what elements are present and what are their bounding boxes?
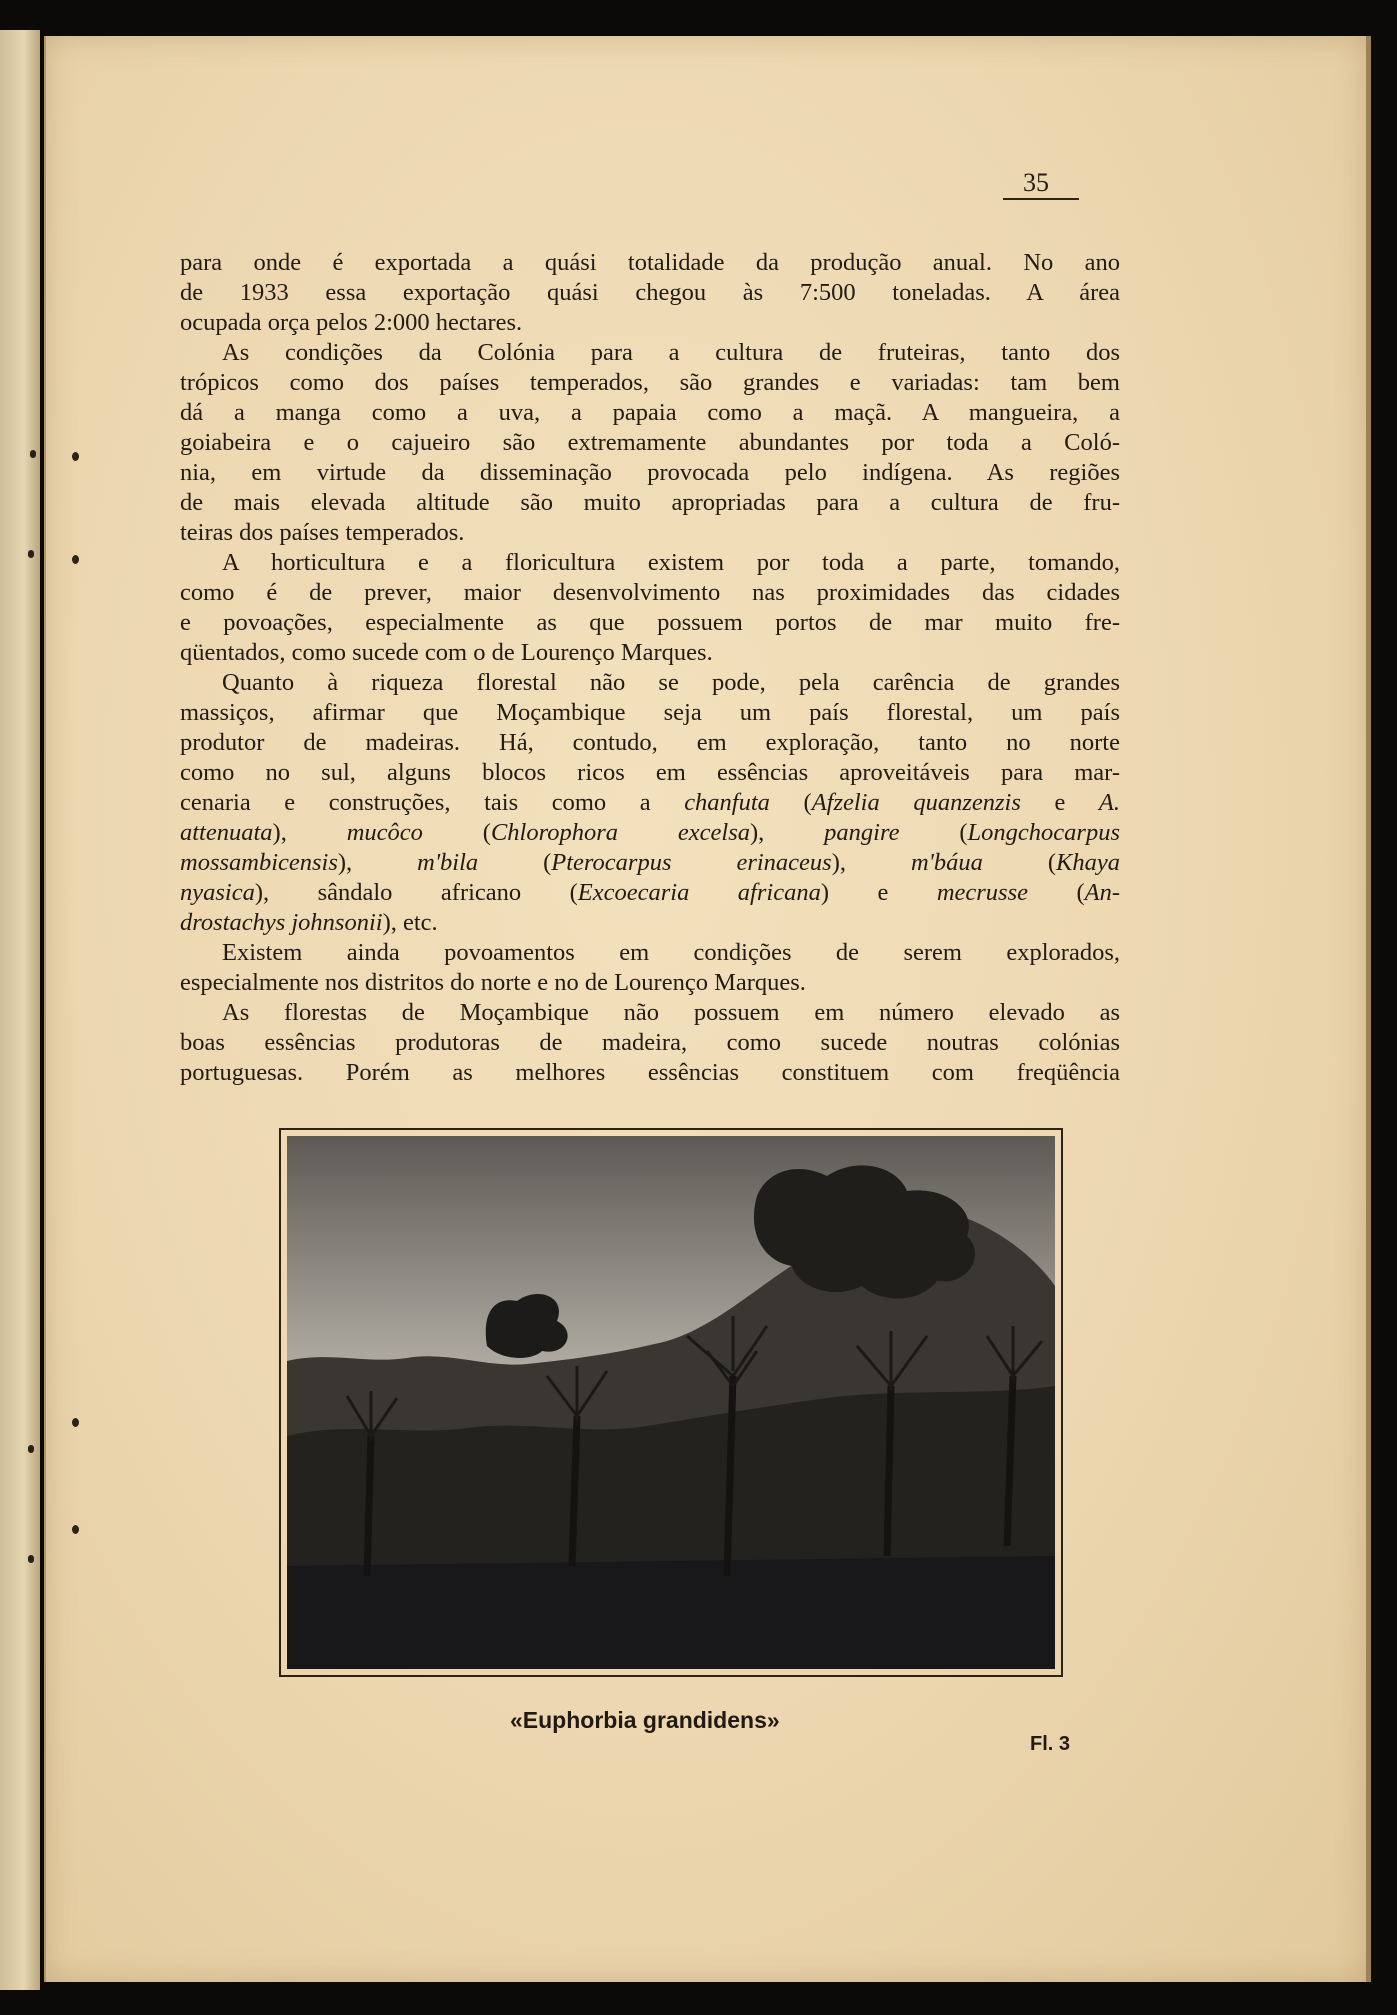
text-line: para onde é exportada a quási totalidade da produção anual. No ano — [180, 249, 1120, 276]
adjacent-page-edge — [0, 30, 40, 1990]
euphorbia-photograph — [287, 1136, 1055, 1669]
text-line: nyasica), sândalo africano (Excoecaria africana) e mecrusse (An- — [180, 879, 1120, 906]
text-line: massiços, afirmar que Moçambique seja um país florestal, um país — [180, 699, 1120, 726]
page-number: 35 — [1023, 168, 1049, 197]
text-line: dá a manga como a uva, a papaia como a maçã. A mangueira, a — [180, 399, 1120, 426]
text-line: A horticultura e a floricultura existem por toda a parte, tomando, — [222, 549, 1120, 576]
text-line: attenuata), mucôco (Chlorophora excelsa), pangire (Longchocarpus — [180, 819, 1120, 846]
text-line: de mais elevada altitude são muito apropriadas para a cultura de fru- — [180, 489, 1120, 516]
text-line: mossambicensis), m'bila (Pterocarpus erinaceus), m'báua (Khaya — [180, 849, 1120, 876]
text-line: e povoações, especialmente as que possuem portos de mar muito fre- — [180, 609, 1120, 636]
margin-mark — [72, 452, 79, 461]
text-line: drostachys johnsonii), etc. — [180, 909, 438, 936]
text-line: cenaria e construções, tais como a chanfuta (Afzelia quanzenzis e A. — [180, 789, 1120, 816]
photo-caption: «Euphorbia grandidens» — [510, 1707, 780, 1733]
page-number-rule — [1003, 198, 1079, 200]
text-line: como no sul, alguns blocos ricos em essências aproveitáveis para mar- — [180, 759, 1120, 786]
plate-label: Fl. 3 — [1030, 1733, 1071, 1755]
text-line: goiabeira e o cajueiro são extremamente abundantes por toda a Coló- — [180, 429, 1120, 456]
text-line: teiras dos países temperados. — [180, 519, 465, 546]
text-line: Existem ainda povoamentos em condições de serem explorados, — [222, 939, 1120, 966]
text-line: nia, em virtude da disseminação provocada pelo indígena. As regiões — [180, 459, 1120, 486]
text-line: Quanto à riqueza florestal não se pode, pela carência de grandes — [222, 669, 1120, 696]
text-line: qüentados, como sucede com o de Lourenço Marques. — [180, 639, 713, 666]
text-line: de 1933 essa exportação quási chegou às 7:500 toneladas. A área — [180, 279, 1120, 306]
text-line: boas essências produtoras de madeira, como sucede noutras colónias — [180, 1029, 1120, 1056]
photo-frame — [279, 1128, 1063, 1677]
text-line: As condições da Colónia para a cultura de fruteiras, tanto dos — [222, 339, 1120, 366]
margin-mark — [72, 1418, 79, 1427]
margin-mark — [72, 1525, 79, 1534]
margin-mark — [72, 555, 79, 564]
text-line: produtor de madeiras. Há, contudo, em exploração, tanto no norte — [180, 729, 1120, 756]
body-text — [180, 248, 1120, 1088]
text-line: trópicos como dos países temperados, são grandes e variadas: tam bem — [180, 369, 1120, 396]
text-line: especialmente nos distritos do norte e no de Lourenço Marques. — [180, 969, 806, 996]
text-line: ocupada orça pelos 2:000 hectares. — [180, 309, 523, 336]
text-line: como é de prever, maior desenvolvimento nas proximidades das cidades — [180, 579, 1120, 606]
text-line: portuguesas. Porém as melhores essências constituem com freqüência — [180, 1059, 1120, 1086]
text-line: As florestas de Moçambique não possuem em número elevado as — [222, 999, 1120, 1026]
